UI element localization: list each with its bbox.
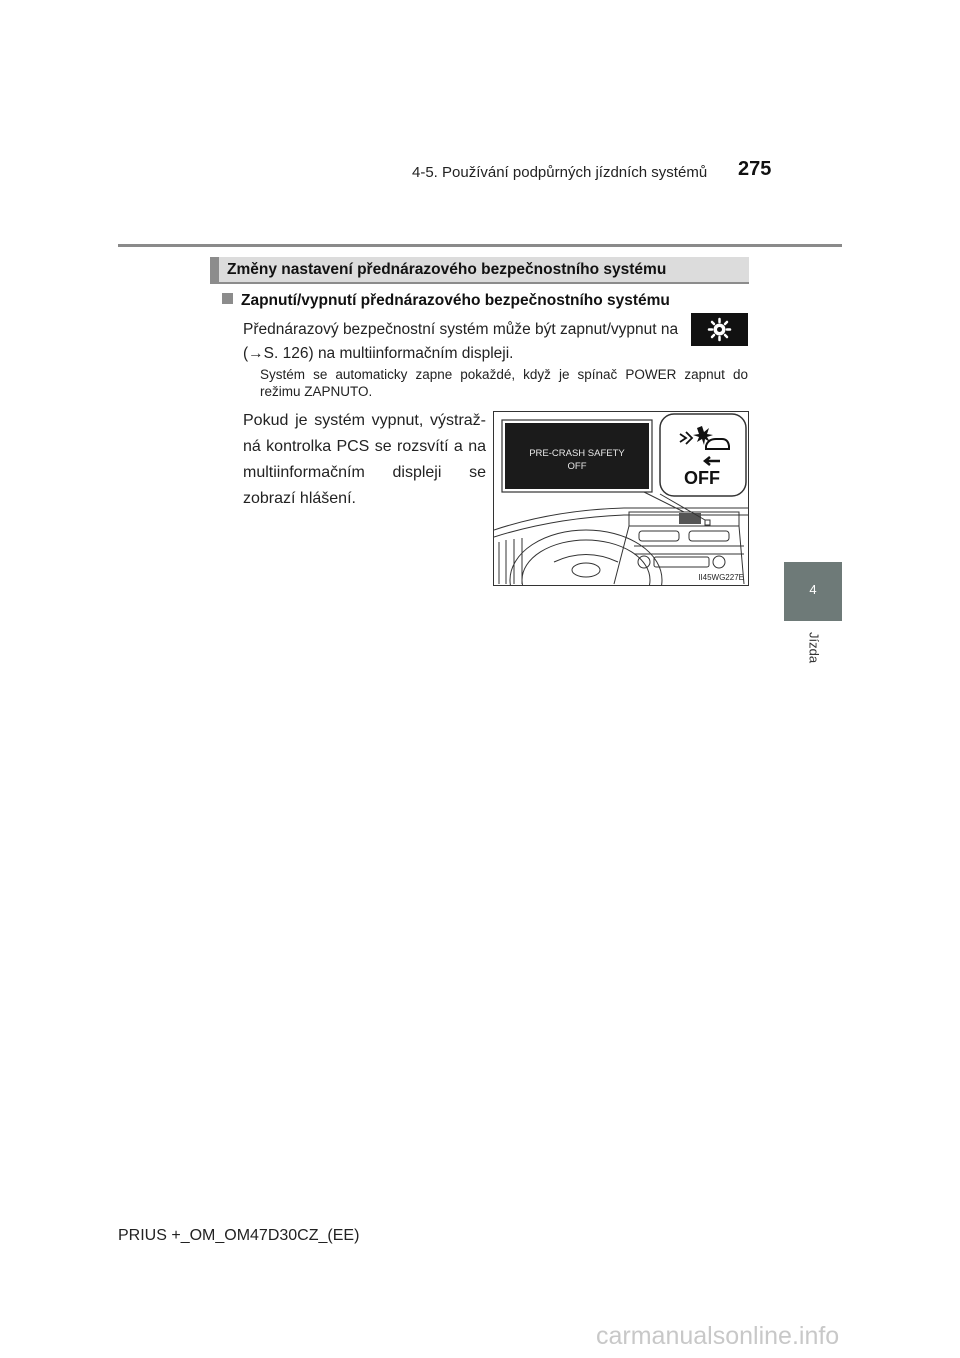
chapter-label-container: [786, 632, 842, 672]
header-title: 4-5. Používání podpůrných jízdních systémů: [412, 164, 708, 181]
dashboard-drawing: [494, 412, 748, 585]
body-line-1: Přednárazový bezpečnostní systém může být zapnut/vypnut na: [243, 321, 679, 338]
footer-doc-id: PRIUS +_OM_OM47D30CZ_(EE): [118, 1227, 360, 1244]
header-divider: [118, 244, 842, 247]
off-indicator-text: OFF: [684, 468, 720, 488]
subsection-title: Zapnutí/vypnutí přednárazového bezpečnostního systému: [241, 292, 670, 309]
chapter-number: 4: [809, 582, 817, 597]
dashboard-illustration: [493, 411, 749, 586]
chapter-label: Jízda: [806, 632, 822, 664]
settings-button-image: [691, 313, 748, 346]
page-number: 275: [738, 158, 772, 180]
watermark: carmanualsonline.info: [596, 1322, 840, 1350]
settings-gear-icon: [691, 313, 748, 346]
section-header: [210, 257, 749, 284]
display-line-1: PRE-CRASH SAFETY: [529, 448, 625, 459]
square-bullet-icon: [222, 293, 233, 304]
note-text: Systém se automaticky zapne pokaždé, když je spínač POWER zapnut do režimu ZAPNUTO.: [260, 367, 748, 399]
body-paragraph: [243, 318, 688, 366]
warning-text: Pokud je systém vypnut, výstraž-ná kontrolka PCS se rozsvítí a na multiinformačním displeji se zobrazí hlášení.: [243, 412, 486, 507]
display-line-2: OFF: [567, 461, 587, 472]
subsection-heading: [222, 292, 670, 310]
illustration-code: II45WG227E: [698, 573, 744, 582]
chapter-tab: [784, 562, 842, 621]
section-title: Změny nastavení přednárazového bezpečnostního systému: [227, 261, 667, 278]
body-line-2: (→S. 126) na multiinformačním displeji.: [243, 345, 514, 362]
